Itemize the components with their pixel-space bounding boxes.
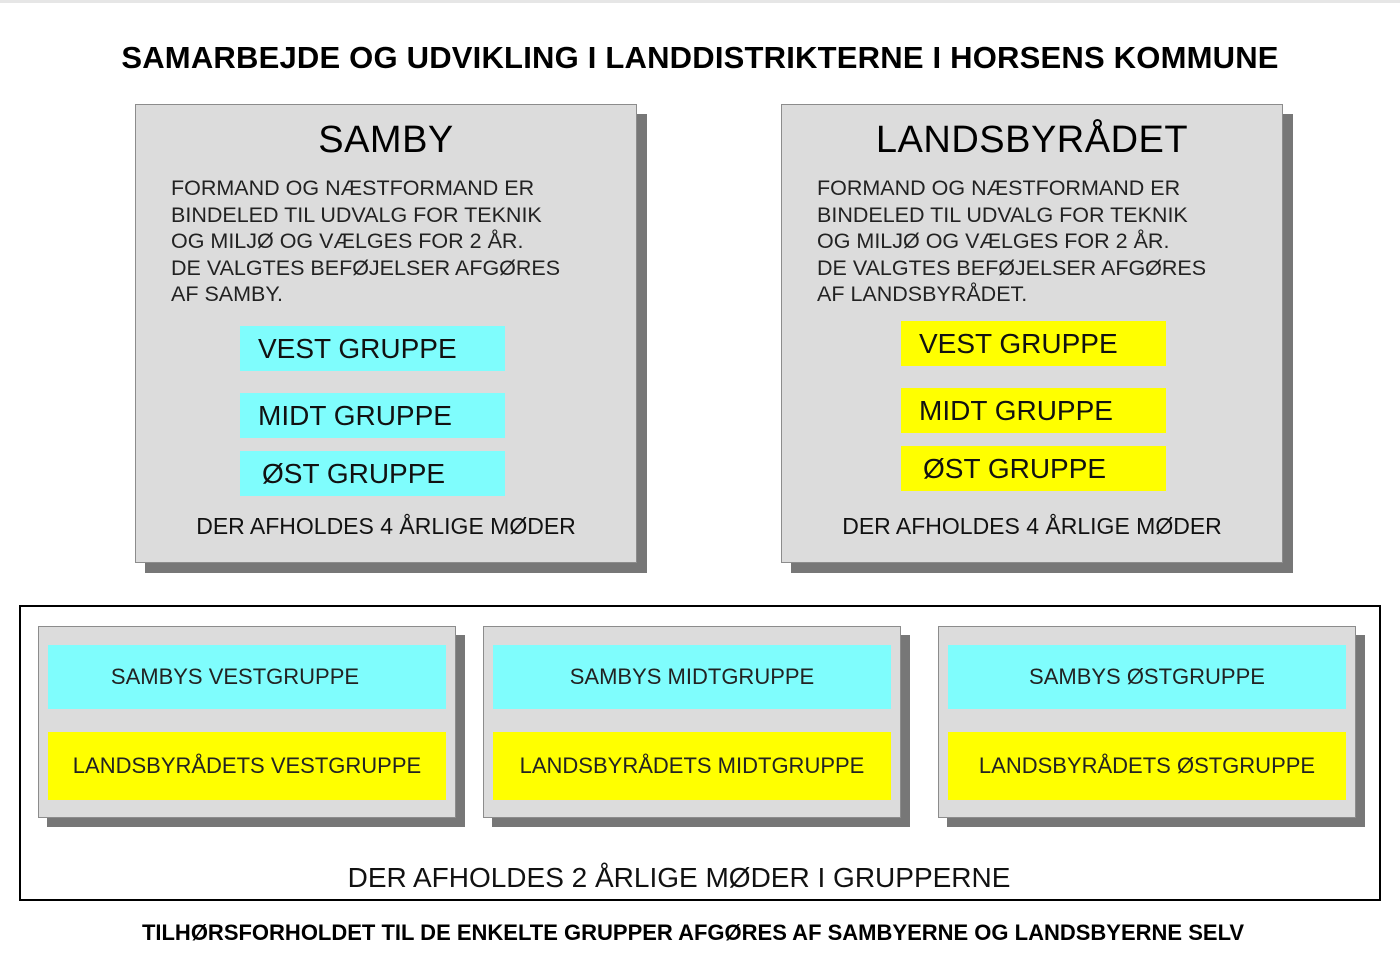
landsbyraadet-vestgruppe-label: LANDSBYRÅDETS VESTGRUPPE [48, 732, 446, 800]
samby-vestgruppe-label: SAMBYS VESTGRUPPE [48, 645, 446, 709]
samby-group-midt: MIDT GRUPPE [240, 393, 505, 438]
joint-group-midt [483, 626, 901, 818]
samby-midtgruppe-label: SAMBYS MIDTGRUPPE [493, 645, 891, 709]
landsbyraadet-description [817, 175, 1272, 308]
landsbyraadet-group-vest: VEST GRUPPE [901, 321, 1166, 366]
landsbyraadet-box [781, 104, 1283, 563]
samby-description-line: OG MILJØ OG VÆLGES FOR 2 ÅR. [171, 229, 524, 254]
samby-description-line: FORMAND OG NÆSTFORMAND ER [171, 176, 535, 200]
landsbyraadet-description-line: FORMAND OG NÆSTFORMAND ER [817, 176, 1181, 200]
samby-box [135, 104, 637, 563]
footer-note: TILHØRSFORHOLDET TIL DE ENKELTE GRUPPER AFGØRES AF SAMBYERNE OG LANDSBYERNE SELV [141, 920, 1245, 945]
samby-meetings-note: DER AFHOLDES 4 ÅRLIGE MØDER [196, 513, 576, 539]
samby-description-line: BINDELED TIL UDVALG FOR TEKNIK [171, 202, 542, 227]
landsbyraadet-description-line: DE VALGTES BEFØJELSER AFGØRES [817, 255, 1207, 280]
samby-description-line: AF SAMBY. [171, 282, 283, 307]
landsbyraadet-midtgruppe-label: LANDSBYRÅDETS MIDTGRUPPE [493, 732, 891, 800]
samby-description [171, 175, 626, 308]
page-title: SAMARBEJDE OG UDVIKLING I LANDDISTRIKTERNE I HORSENS KOMMUNE [121, 40, 1279, 75]
landsbyraadet-description-line: AF LANDSBYRÅDET. [817, 282, 1028, 307]
joint-group-oest [938, 626, 1356, 818]
samby-group-oest: ØST GRUPPE [240, 451, 505, 496]
samby-group-vest: VEST GRUPPE [240, 326, 505, 371]
landsbyraadet-group-midt: MIDT GRUPPE [901, 388, 1166, 433]
landsbyraadet-oestgruppe-label: LANDSBYRÅDETS ØSTGRUPPE [948, 732, 1346, 800]
samby-description-line: DE VALGTES BEFØJELSER AFGØRES [171, 255, 561, 280]
landsbyraadet-meetings-note: DER AFHOLDES 4 ÅRLIGE MØDER [842, 513, 1222, 539]
landsbyraadet-title: LANDSBYRÅDET [875, 119, 1189, 161]
landsbyraadet-description-line: BINDELED TIL UDVALG FOR TEKNIK [817, 202, 1188, 227]
landsbyraadet-group-oest: ØST GRUPPE [901, 446, 1166, 491]
samby-title: SAMBY [318, 119, 454, 161]
landsbyraadet-description-line: OG MILJØ OG VÆLGES FOR 2 ÅR. [817, 229, 1170, 254]
joint-meetings-note: DER AFHOLDES 2 ÅRLIGE MØDER I GRUPPERNE [347, 862, 1011, 893]
joint-group-vest [38, 626, 456, 818]
top-divider [0, 0, 1400, 3]
samby-oestgruppe-label: SAMBYS ØSTGRUPPE [948, 645, 1346, 709]
